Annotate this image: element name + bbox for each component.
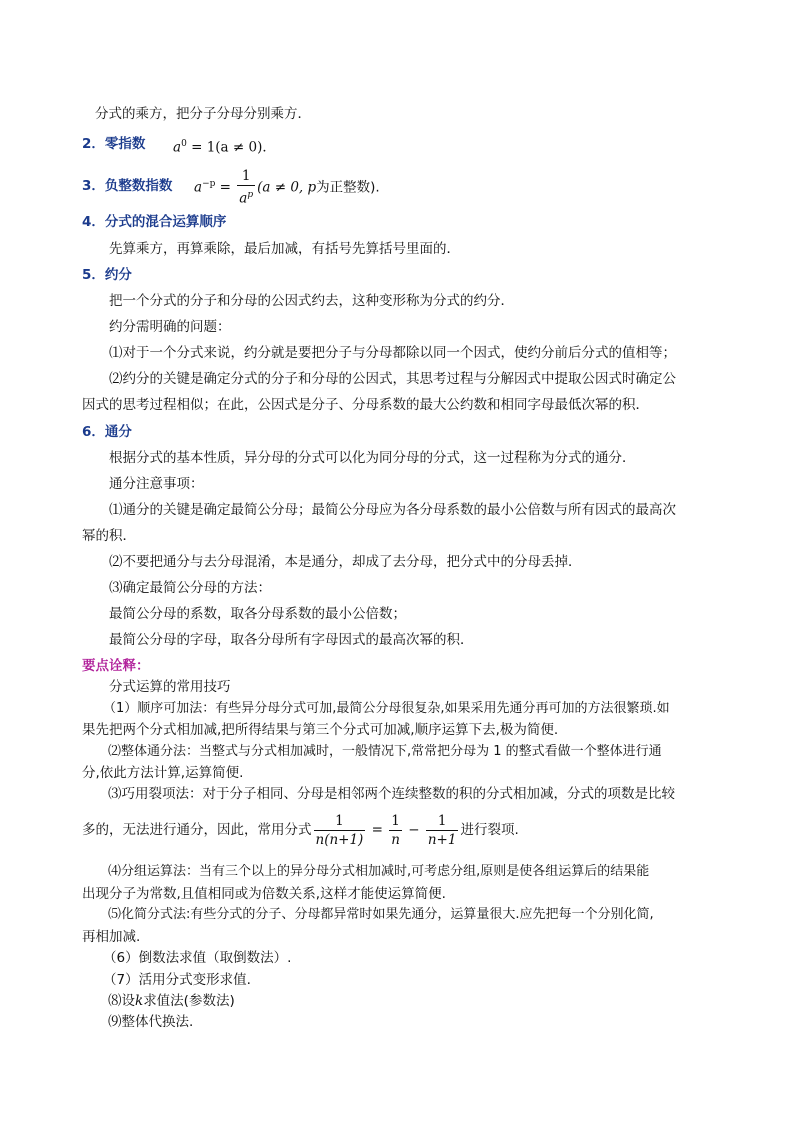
tip7: （7）活用分式变形求值.: [103, 972, 251, 988]
heading-negative-exponent: [82, 176, 172, 196]
split-eq: =: [367, 822, 388, 838]
text-reduction-item1: ⑴对于一个分式来说，约分就是要把分子与分母都除以同一个因式，使约分前后分式的值相等；: [109, 345, 676, 361]
text-common-item3: ⑶确定最简公分母的方法：: [109, 580, 271, 596]
tip2b: 分,依此方法计算,运算简便.: [82, 765, 244, 781]
fraction-numerator: 1: [314, 812, 366, 831]
tip9: ⑼整体代换法.: [108, 1014, 194, 1030]
heading-text: 2．零指数: [82, 136, 146, 152]
tip8: [108, 991, 235, 1011]
formula-fraction: [237, 167, 255, 208]
tip5b: 再相加减.: [82, 929, 141, 945]
heading-reduction: [82, 265, 132, 285]
tip1b: 果先把两个分式相加减,把所得结果与第三个分式可加减,顺序运算下去,极为简便.: [82, 722, 559, 738]
text-common-item3b: 最简公分母的字母，取各分母所有字母因式的最高次幂的积．: [109, 632, 474, 648]
fraction-numerator: 1: [389, 812, 402, 831]
tip3b-post: 进行裂项.: [460, 822, 519, 838]
heading-common-denominator: [82, 422, 132, 442]
formula-sup: 0: [181, 139, 187, 149]
text-common-notes: 通分注意事项：: [109, 476, 204, 492]
split-fraction-1: [314, 812, 366, 849]
tip4b: 出现分子为常数,且值相同或为倍数关系,这样才能使运算简便.: [82, 886, 446, 902]
tip3b: [82, 810, 519, 850]
fraction-denominator: n: [391, 831, 400, 848]
text-common-item1b: 幂的积．: [82, 528, 136, 544]
formula-negative-exponent: [194, 164, 380, 208]
tips-title-text: 要点诠释：: [82, 658, 150, 674]
tip1a: （1）顺序可加法：有些异分母分式可加,最简公分母很复杂,如果采用先通分再可加的方法很繁琐.如: [103, 701, 670, 716]
fraction-numerator: 1: [237, 167, 255, 186]
text-common-item2: ⑵不要把通分与去分母混淆，本是通分，却成了去分母，把分式中的分母丢掉．: [109, 554, 582, 570]
text-common-item3a: 最简公分母的系数，取各分母系数的最小公倍数；: [109, 606, 406, 622]
tip3b-pre: 多的，无法进行通分，因此，常用分式: [82, 822, 312, 838]
tip6: （6）倒数法求值（取倒数法）.: [103, 950, 292, 966]
heading-text: 5．约分: [82, 267, 132, 283]
text-fraction-power: 分式的乘方，把分子分母分别乘方．: [95, 106, 311, 122]
split-fraction-3: [426, 812, 459, 849]
tip8-var: k: [135, 993, 144, 1009]
heading-text: 3．负整数指数: [82, 178, 173, 194]
formula-eq: =: [215, 179, 236, 196]
split-minus: −: [403, 822, 424, 838]
heading-mixed-order: [82, 212, 226, 232]
text-common-def: 根据分式的基本性质，异分母的分式可以化为同分母的分式，这一过程称为分式的通分．: [109, 450, 636, 466]
heading-zero-exponent: [82, 134, 145, 154]
tip8-pre: ⑻设: [108, 993, 135, 1009]
text-mixed-order: 先算乘方，再算乘除，最后加减，有括号先算括号里面的．: [109, 241, 460, 257]
formula-sup: −p: [202, 179, 216, 189]
heading-text: 4．分式的混合运算顺序: [82, 214, 227, 230]
tip3a: ⑶巧用裂项法：对于分子相同、分母是相邻两个连续整数的积的分式相加减，分式的项数是比较: [108, 786, 675, 802]
fraction-denominator: n(n+1): [315, 831, 364, 848]
den-base: a: [239, 190, 248, 207]
text-reduction-issues: 约分需明确的问题：: [109, 319, 231, 335]
text-reduction-def: 把一个分式的分子和分母的公因式约去，这种变形称为分式的约分．: [109, 293, 514, 309]
text-common-item1a: ⑴通分的关键是确定最简公分母；最简公分母应为各分母系数的最小公倍数与所有因式的最高次: [109, 502, 676, 518]
text-reduction-item2a: ⑵约分的关键是确定分式的分子和分母的公因式，其思考过程与分解因式中提取公因式时确定公: [109, 371, 676, 387]
text-reduction-item2b: 因式的思考过程相似；在此，公因式是分子、分母系数的最大公约数和相同字母最低次幂的积．: [82, 397, 649, 413]
fraction-denominator: [237, 186, 255, 208]
formula-condition: (a ≠ 0, p: [257, 179, 317, 196]
tip8-post: 求值法(参数法): [143, 993, 235, 1009]
formula-rest: = 1(a ≠ 0)．: [186, 139, 276, 156]
tip5a: ⑸化简分式法:有些分式的分子、分母都异常时如果先通分，运算量很大.应先把每一个分别化简,: [108, 907, 654, 922]
den-sup: p: [247, 190, 254, 201]
formula-base: a: [194, 179, 203, 196]
heading-text: 6．通分: [82, 424, 132, 440]
formula-condition-text: 为正整数).: [316, 179, 380, 196]
tips-subtitle: 分式运算的常用技巧: [109, 679, 231, 695]
tip2a: ⑵整体通分法：当整式与分式相加减时，一般情况下,常常把分母为 1 的整式看做一个整体进行通: [108, 744, 662, 759]
tip4a: ⑷分组运算法：当有三个以上的异分母分式相加减时,可考虑分组,原则是使各组运算后的结果能: [108, 864, 650, 879]
formula-zero-exponent: [173, 134, 276, 158]
tips-title: [82, 656, 150, 676]
fraction-numerator: 1: [426, 812, 459, 831]
fraction-denominator: n+1: [427, 831, 457, 848]
formula-base: a: [173, 139, 182, 156]
split-fraction-2: [389, 812, 402, 849]
